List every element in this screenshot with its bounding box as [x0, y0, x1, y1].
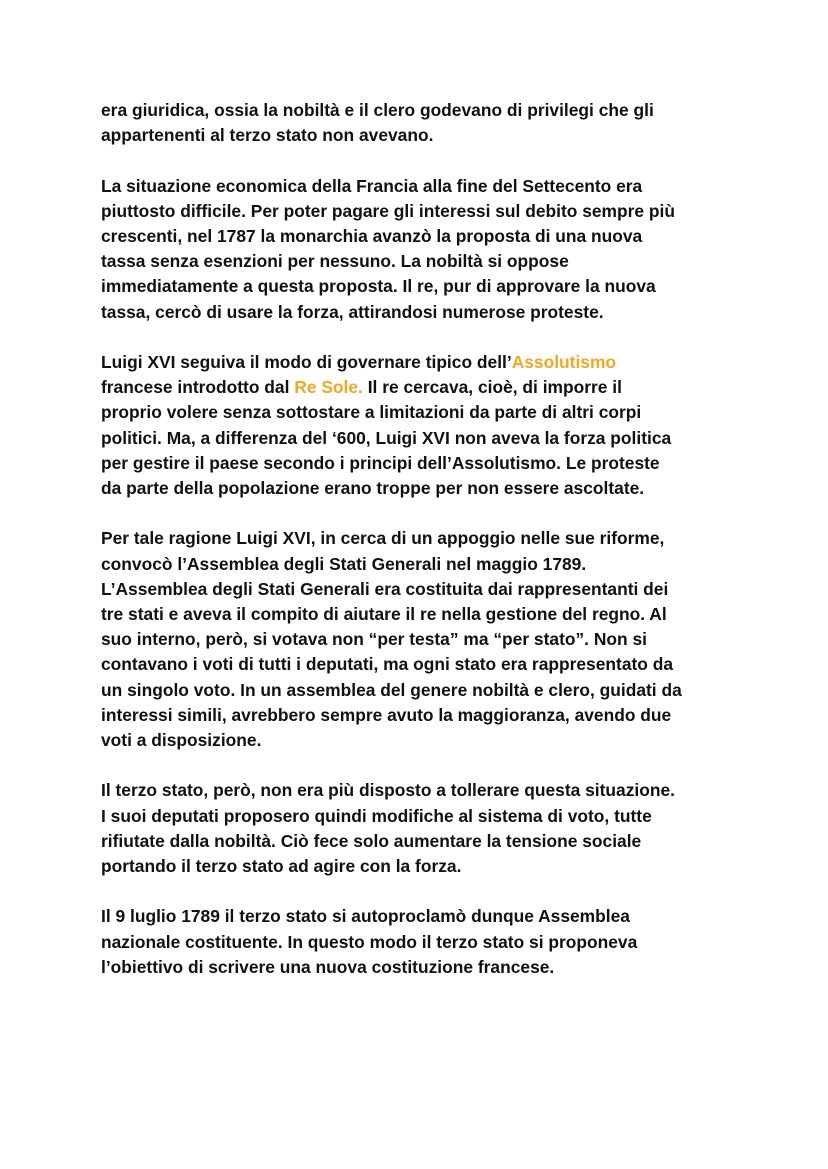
- text-segment: francese introdotto dal: [101, 377, 295, 398]
- text-line: immediatamente a questa proposta. Il re, pur di approvare la nuova: [101, 276, 656, 297]
- text-line: Il terzo stato, però, non era più disposto a tollerare questa situazione.: [101, 780, 675, 801]
- text-line: suo interno, però, si votava non “per testa” ma “per stato”. Non si: [101, 629, 647, 650]
- text-line: da parte della popolazione erano troppe per non essere ascoltate.: [101, 478, 645, 499]
- text-line: crescenti, nel 1787 la monarchia avanzò la proposta di una nuova: [101, 226, 643, 246]
- re-sole-link[interactable]: Re Sole.: [294, 377, 363, 398]
- text-line: rifiutate dalla nobiltà. Ciò fece solo aumentare la tensione sociale: [101, 830, 642, 851]
- document-page: [101, 98, 741, 1005]
- text-line: tassa, cercò di usare la forza, attirandosi numerose proteste.: [101, 301, 604, 322]
- text-line: I suoi deputati proposero quindi modifiche al sistema di voto, tutte: [101, 805, 652, 826]
- text-line: L’Assemblea degli Stati Generali era costituita dai rappresentanti dei: [101, 578, 669, 599]
- assolutismo-link[interactable]: Assolutismo: [511, 352, 617, 372]
- paragraph-absolutism: [101, 350, 741, 501]
- text-line: contavano i voti di tutti i deputati, ma ogni stato era rappresentato da: [101, 654, 674, 675]
- paragraph-third-estate: [101, 778, 741, 879]
- paragraph-privileges: [101, 98, 741, 148]
- text-line: Il 9 luglio 1789 il terzo stato si autoproclamò dunque Assemblea: [101, 906, 630, 927]
- text-line: Per tale ragione Luigi XVI, in cerca di un appoggio nelle sue riforme,: [101, 528, 665, 549]
- text-segment: Il re cercava, cioè, di imporre il: [362, 377, 622, 398]
- text-line: tassa senza esenzioni per nessuno. La nobiltà si oppose: [101, 251, 569, 272]
- text-line: voti a disposizione.: [101, 730, 262, 751]
- text-line: appartenenti al terzo stato non avevano.: [101, 125, 434, 146]
- text-segment: Luigi XVI seguiva il modo di governare tipico dell’: [101, 352, 512, 372]
- text-line: La situazione economica della Francia alla fine del Settecento era: [101, 175, 643, 196]
- text-line: l’obiettivo di scrivere una nuova costituzione francese.: [101, 956, 555, 977]
- text-line: piuttosto difficile. Per poter pagare gli interessi sul debito sempre più: [101, 200, 675, 221]
- text-line: nazionale costituente. In questo modo il terzo stato si proponeva: [101, 931, 638, 952]
- text-line: convocò l’Assemblea degli Stati Generali nel maggio 1789.: [101, 553, 587, 574]
- text-line: era giuridica, ossia la nobiltà e il clero godevano di privilegi che gli: [101, 100, 654, 120]
- text-line: portando il terzo stato ad agire con la forza.: [101, 856, 462, 877]
- paragraph-national-assembly: [101, 904, 741, 980]
- text-line: interessi simili, avrebbero sempre avuto la maggioranza, avendo due: [101, 704, 672, 725]
- text-line: per gestire il paese secondo i principi dell’Assolutismo. Le proteste: [101, 452, 660, 473]
- text-line: [101, 350, 741, 375]
- text-line: proprio volere senza sottostare a limitazioni da parte di altri corpi: [101, 402, 642, 423]
- paragraph-economic-situation: [101, 174, 741, 325]
- text-line: tre stati e aveva il compito di aiutare il re nella gestione del regno. Al: [101, 604, 667, 625]
- text-line: un singolo voto. In un assemblea del genere nobiltà e clero, guidati da: [101, 679, 682, 700]
- text-line: politici. Ma, a differenza del ‘600, Luigi XVI non aveva la forza politica: [101, 427, 672, 448]
- text-line: [101, 375, 741, 400]
- paragraph-estates-general: [101, 526, 741, 753]
